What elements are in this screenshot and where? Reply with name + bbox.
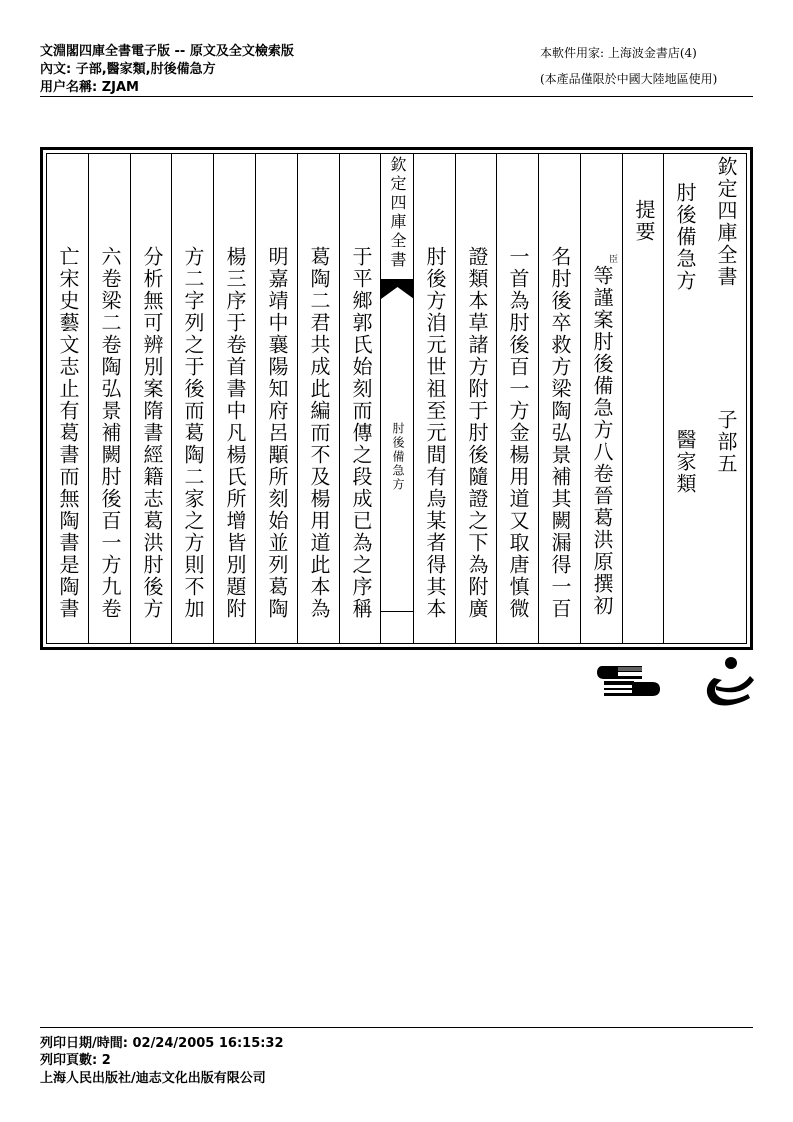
publishers: 上海人民出版社/迪志文化出版有限公司: [40, 1071, 266, 1086]
band-collection-title: 欽定四庫全書: [388, 156, 407, 270]
header-title: 文淵閣四庫全書電子版 -- 原文及全文檢索版: [40, 44, 294, 59]
column-text: 肘後方洎元世祖至元間有烏某者得其本: [423, 246, 447, 620]
column-text: 一首為肘後百一方金楊用道又取唐慎微: [506, 246, 530, 620]
column-text: 明嘉靖中襄陽知府呂顒所刻始並列葛陶: [265, 246, 289, 620]
subcategory-label: 醫家類: [673, 429, 697, 495]
text-column: [297, 154, 339, 643]
text-column: [255, 154, 297, 643]
column-text: 名肘後卒救方梁陶弘景補其闕漏得一百: [548, 246, 572, 620]
text-column: [413, 154, 455, 643]
fishtail-mark-icon: [381, 279, 414, 299]
book-title: 肘後備急方: [673, 182, 697, 292]
book-column: [663, 154, 705, 643]
text-column: [580, 154, 622, 643]
text-column: [455, 154, 497, 643]
column-text: 楊三序于卷首書中凡楊氏所增皆別題附: [223, 246, 247, 620]
text-column: [213, 154, 255, 643]
band-divider: [381, 611, 414, 612]
column-text: 證類本草諸方附于肘後隨證之下為附廣: [465, 246, 489, 620]
header-content-path: 內文: 子部,醫家類,肘後備急方: [40, 62, 216, 77]
print-datetime: 列印日期/時間: 02/24/2005 16:15:32: [40, 1036, 284, 1051]
category-label: 子部五: [714, 409, 738, 475]
text-column: [538, 154, 580, 643]
header-rule: [40, 96, 753, 97]
text-column: [496, 154, 538, 643]
text-column: [130, 154, 172, 643]
column-text: 于平鄉郭氏始刻而傳之段成已為之序稱: [349, 246, 373, 620]
text-column: [339, 154, 381, 643]
header-user: 用户名稱: ZJAM: [40, 80, 139, 95]
footer-rule: [40, 1027, 753, 1028]
title-column: [705, 154, 747, 643]
column-text: 亡宋史藝文志止有葛書而無陶書是陶書: [56, 246, 80, 620]
text-column: [47, 154, 88, 643]
column-text: 六卷梁二卷陶弘景補闕肘後百一方九卷: [98, 246, 122, 620]
text-column: [171, 154, 213, 643]
section-column: [622, 154, 664, 643]
header-restriction: (本產品僅限於中國大陸地區使用): [540, 72, 718, 86]
center-band: [380, 154, 414, 643]
column-text: 方二字列之于後而葛陶二家之方則不加: [181, 246, 205, 620]
column-text: 等謹案肘後備急方八卷晉葛洪原撰初: [590, 265, 614, 617]
column-text: 葛陶二君共成此編而不及楊用道此本為: [307, 246, 331, 620]
band-book-title: 肘後備急方: [391, 422, 405, 492]
header-licensee: 本軟件用家: 上海波金書店(4): [540, 46, 697, 60]
collection-title: 欽定四庫全書: [714, 156, 738, 288]
section-heading: 提要: [632, 199, 656, 243]
column-note: 臣: [607, 254, 617, 263]
publisher-book-logo: [596, 664, 666, 698]
dizhi-brush-logo: [690, 654, 760, 714]
text-frame: [40, 147, 753, 650]
text-column: [88, 154, 130, 643]
column-text: 分析無可辨別案隋書經籍志葛洪肘後方: [140, 246, 164, 620]
print-pages: 列印頁數: 2: [40, 1053, 111, 1068]
